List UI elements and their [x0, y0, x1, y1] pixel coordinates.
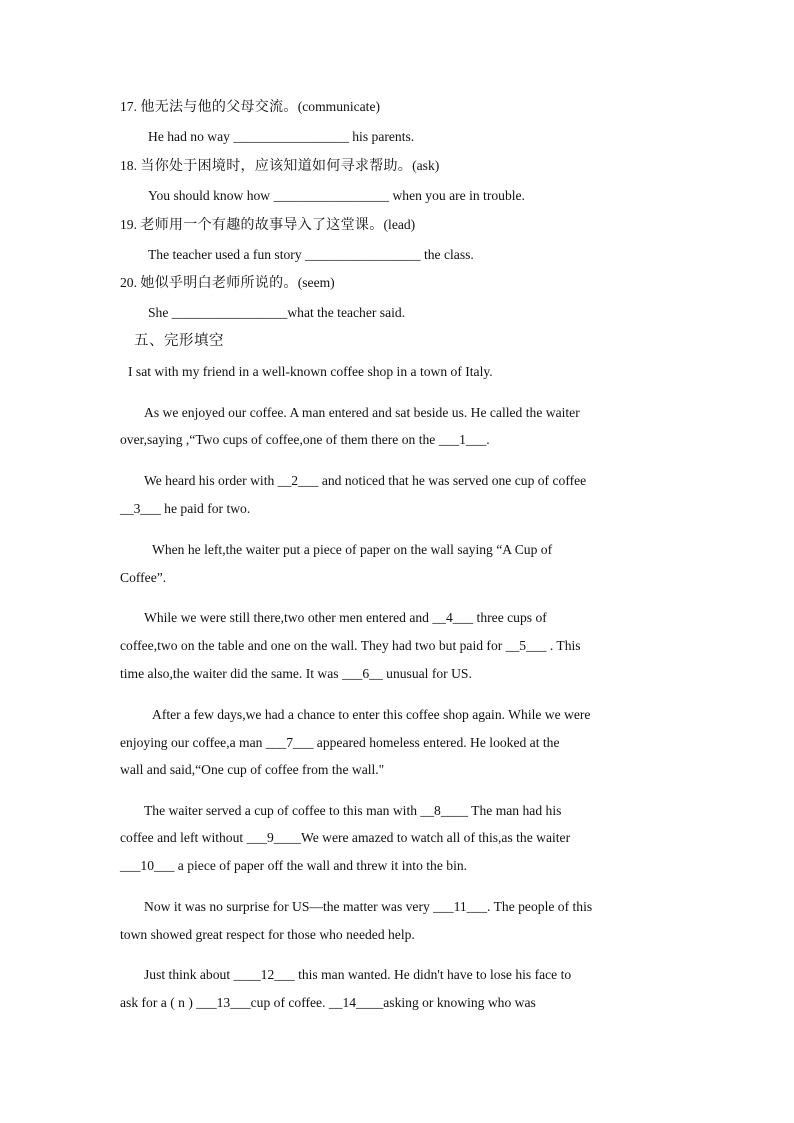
hint-word: (lead) [383, 217, 416, 232]
hint-word: (seem) [297, 275, 335, 290]
question-17 [120, 98, 380, 116]
passage-line: town showed great respect for those who needed help. [120, 927, 415, 942]
passage-line: The waiter served a cup of coffee to this man with __8____ The man had his [144, 803, 562, 818]
question-number: 18. [120, 158, 137, 173]
section-title: 五、完形填空 [134, 333, 224, 349]
chinese-prompt: 他无法与他的父母交流。 [140, 99, 298, 115]
passage-line: wall and said,“One cup of coffee from the wall." [120, 762, 385, 777]
passage-line: As we enjoyed our coffee. A man entered and sat beside us. He called the waiter [144, 405, 580, 420]
passage-line: After a few days,we had a chance to enter this coffee shop again. While we were [152, 707, 591, 722]
question-20 [120, 274, 335, 292]
chinese-prompt: 当你处于困境时，应该知道如何寻求帮助。 [140, 158, 413, 174]
question-number: 17. [120, 99, 137, 114]
question-18 [120, 157, 439, 175]
passage-line: When he left,the waiter put a piece of paper on the wall saying “A Cup of [152, 542, 553, 557]
hint-word: (ask) [412, 158, 440, 173]
passage-line: coffee and left without ___9____We were amazed to watch all of this,as the waiter [120, 830, 571, 845]
passage-line: over,saying ,“Two cups of coffee,one of them there on the ___1___. [120, 432, 490, 447]
passage-line: While we were still there,two other men entered and __4___ three cups of [144, 610, 547, 625]
passage-line: We heard his order with __2___ and noticed that he was served one cup of coffee [144, 473, 587, 488]
hint-word: (communicate) [297, 99, 380, 114]
passage-line: Coffee”. [120, 570, 167, 585]
question-number: 20. [120, 275, 137, 290]
question-19 [120, 216, 415, 234]
passage-intro: I sat with my friend in a well-known coffee shop in a town of Italy. [128, 364, 493, 379]
answer-line-18: You should know how _________________ when you are in trouble. [148, 188, 525, 203]
passage-line: time also,the waiter did the same. It was ___6__ unusual for US. [120, 666, 472, 681]
answer-line-19: The teacher used a fun story _________________ the class. [148, 247, 474, 262]
passage-line: Now it was no surprise for US—the matter was very ___11___. The people of this [144, 899, 593, 914]
passage-line: coffee,two on the table and one on the wall. They had two but paid for __5___ . This [120, 638, 581, 653]
passage-line: enjoying our coffee,a man ___7___ appeared homeless entered. He looked at the [120, 735, 560, 750]
chinese-prompt: 老师用一个有趣的故事导入了这堂课。 [140, 217, 384, 233]
passage-line: ___10___ a piece of paper off the wall and threw it into the bin. [120, 858, 468, 873]
passage-line: __3___ he paid for two. [120, 501, 251, 516]
answer-line-20: She _________________what the teacher said. [148, 305, 406, 320]
question-number: 19. [120, 217, 137, 232]
chinese-prompt: 她似乎明白老师所说的。 [140, 275, 298, 291]
answer-line-17: He had no way _________________ his parents. [148, 129, 415, 144]
passage-line: Just think about ____12___ this man wanted. He didn't have to lose his face to [144, 967, 572, 982]
passage-line: ask for a ( n ) ___13___cup of coffee. __14____asking or knowing who was [120, 995, 536, 1010]
